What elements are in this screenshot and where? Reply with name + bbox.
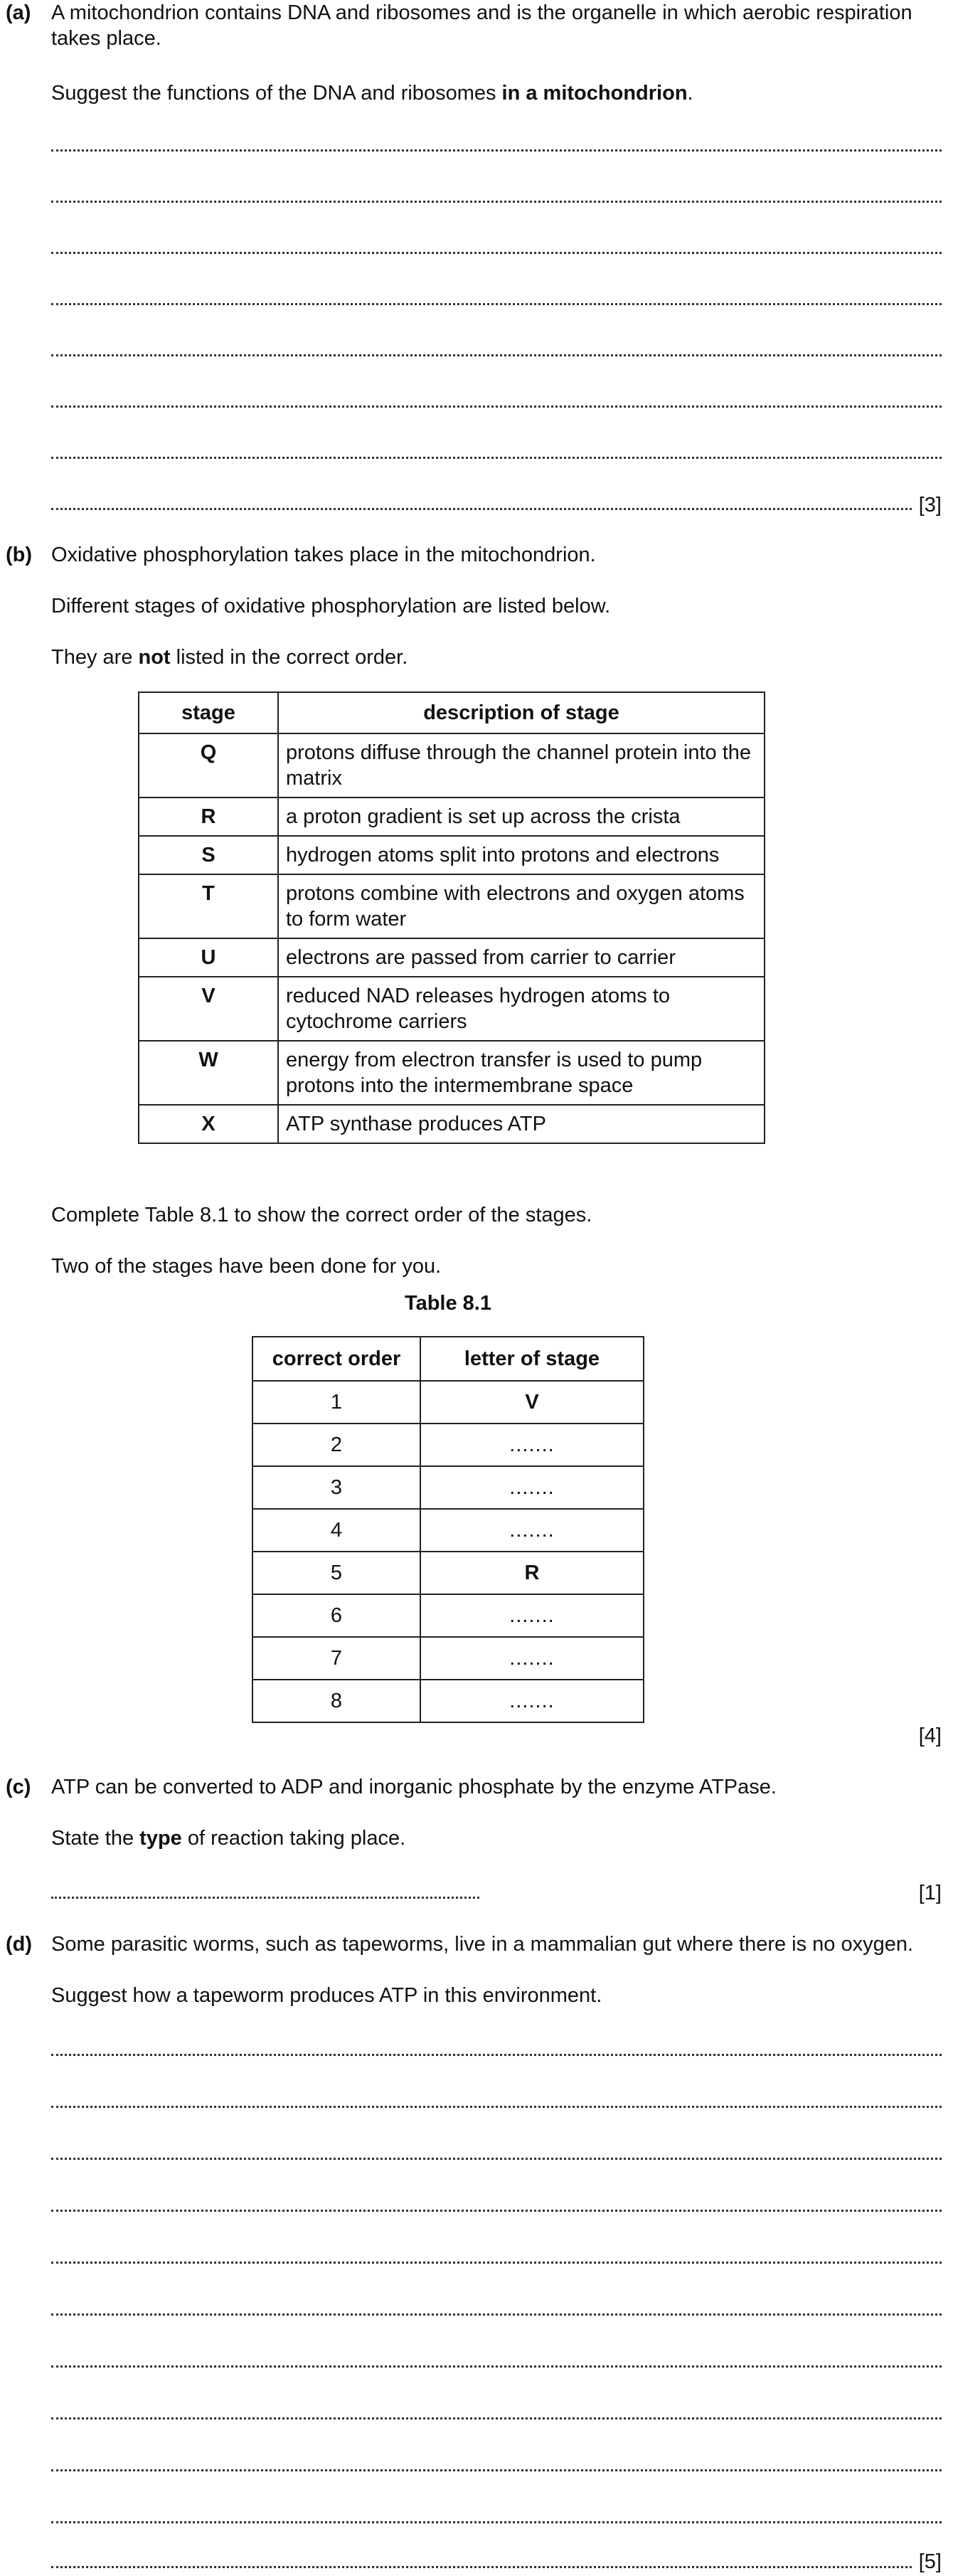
stage-description: energy from electron transfer is used to pump protons into the intermembrane space [278,1041,765,1105]
answer-line[interactable] [51,2417,942,2419]
order-number: 3 [252,1466,420,1509]
order-table [252,1336,644,1723]
correct-order-column-header: correct order [252,1337,420,1381]
order-number: 8 [252,1680,420,1722]
part-a-line-1: A mitochondrion contains DNA and ribosomes and is the organelle in which aerobic respiration [51,1,912,24]
part-a-label: (a) [6,1,31,24]
stage-description: a proton gradient is set up across the crista [278,797,765,836]
answer-line[interactable] [51,457,942,459]
answer-line[interactable] [51,2054,942,2056]
answer-line[interactable] [51,303,942,305]
table-row [252,1381,644,1424]
answer-line[interactable] [51,406,942,408]
order-letter-blank[interactable]: ....... [420,1637,644,1680]
answer-line[interactable] [51,252,942,254]
order-letter-blank[interactable]: ....... [420,1594,644,1637]
part-b-mark: [4] [918,1724,942,1747]
order-number: 1 [252,1381,420,1424]
answer-line[interactable] [51,2313,942,2316]
order-table-header-row [252,1337,644,1381]
table-row [252,1637,644,1680]
part-b-intro-3-start: They are [51,646,139,669]
table-row [139,977,765,1041]
part-b-instruction-2: Two of the stages have been done for you. [51,1255,442,1278]
answer-line[interactable] [51,2365,942,2368]
part-a-prompt-end: . [687,82,693,105]
table-row [252,1680,644,1722]
part-b-intro-1: Oxidative phosphorylation takes place in the mitochondrion. [51,544,596,566]
part-d-label: (d) [6,1933,33,1956]
part-d-mark: [5] [918,2550,942,2573]
part-b-intro-3-bold: not [138,646,171,669]
table-row [139,1105,765,1143]
table-row [139,874,765,938]
stage-letter: Q [139,733,278,797]
table-row [252,1594,644,1637]
stage-letter: U [139,938,278,977]
answer-line[interactable] [51,354,942,356]
stage-letter: X [139,1105,278,1143]
part-d-line-1: Some parasitic worms, such as tapeworms, live in a mammalian gut where there is no oxygen. [51,1933,914,1956]
table-row [139,797,765,836]
part-b-intro-2: Different stages of oxidative phosphorylation are listed below. [51,595,611,618]
answer-line[interactable] [51,2566,912,2568]
answer-line[interactable] [51,2469,942,2471]
part-b-intro-3 [51,645,408,670]
stage-description: electrons are passed from carrier to carrier [278,938,765,977]
answer-line[interactable] [51,2521,942,2523]
order-number: 5 [252,1552,420,1594]
answer-line[interactable] [51,2106,942,2108]
table-row [139,1041,765,1105]
part-c-mark: [1] [918,1882,942,1904]
table-row [139,733,765,797]
table-row [252,1424,644,1466]
answer-line[interactable] [51,508,912,510]
part-c-prompt-start: State the [51,1827,140,1850]
part-c-label: (c) [6,1776,31,1798]
answer-line[interactable] [51,1897,479,1899]
order-letter: R [420,1552,644,1594]
table-row [252,1552,644,1594]
part-b-label: (b) [6,544,33,566]
part-b-intro-3-end: listed in the correct order. [170,646,408,669]
stage-description: hydrogen atoms split into protons and electrons [278,836,765,874]
order-number: 2 [252,1424,420,1466]
table-row [139,836,765,874]
table-row [252,1509,644,1552]
part-d-prompt: Suggest how a tapeworm produces ATP in this environment. [51,1984,602,2007]
part-c-prompt [51,1825,405,1851]
stage-description: ATP synthase produces ATP [278,1105,765,1143]
stage-column-header: stage [139,692,278,733]
table-row [139,938,765,977]
part-a-line-2: takes place. [51,27,161,50]
order-number: 6 [252,1594,420,1637]
letter-column-header: letter of stage [420,1337,644,1381]
stage-table [138,691,765,1144]
stage-letter: S [139,836,278,874]
stage-table-header-row [139,692,765,733]
part-a-prompt-start: Suggest the functions of the DNA and ribosomes [51,82,502,105]
stage-description: protons combine with electrons and oxygen atoms to form water [278,874,765,938]
order-letter-blank[interactable]: ....... [420,1680,644,1722]
order-number: 7 [252,1637,420,1680]
stage-description: protons diffuse through the channel protein into the matrix [278,733,765,797]
stage-letter: T [139,874,278,938]
part-c-prompt-end: of reaction taking place. [181,1827,406,1850]
part-a-mark: [3] [918,494,942,516]
order-letter: V [420,1381,644,1424]
description-column-header: description of stage [278,692,765,733]
answer-line[interactable] [51,2210,942,2212]
stage-letter: R [139,797,278,836]
stage-letter: V [139,977,278,1041]
answer-line[interactable] [51,149,942,152]
part-a-prompt-bold: in a mitochondrion [501,82,688,105]
table-caption: Table 8.1 [405,1292,491,1315]
stage-description: reduced NAD releases hydrogen atoms to cytochrome carriers [278,977,765,1041]
answer-line[interactable] [51,2262,942,2264]
table-row [252,1466,644,1509]
order-letter-blank[interactable]: ....... [420,1466,644,1509]
part-b-instruction-1: Complete Table 8.1 to show the correct order of the stages. [51,1204,592,1226]
order-number: 4 [252,1509,420,1552]
answer-line[interactable] [51,201,942,203]
order-letter-blank[interactable]: ....... [420,1509,644,1552]
part-a-prompt [51,80,693,106]
part-c-prompt-bold: type [139,1827,182,1850]
order-letter-blank[interactable]: ....... [420,1424,644,1466]
part-c-line-1: ATP can be converted to ADP and inorganic phosphate by the enzyme ATPase. [51,1776,777,1798]
answer-line[interactable] [51,2158,942,2160]
stage-letter: W [139,1041,278,1105]
